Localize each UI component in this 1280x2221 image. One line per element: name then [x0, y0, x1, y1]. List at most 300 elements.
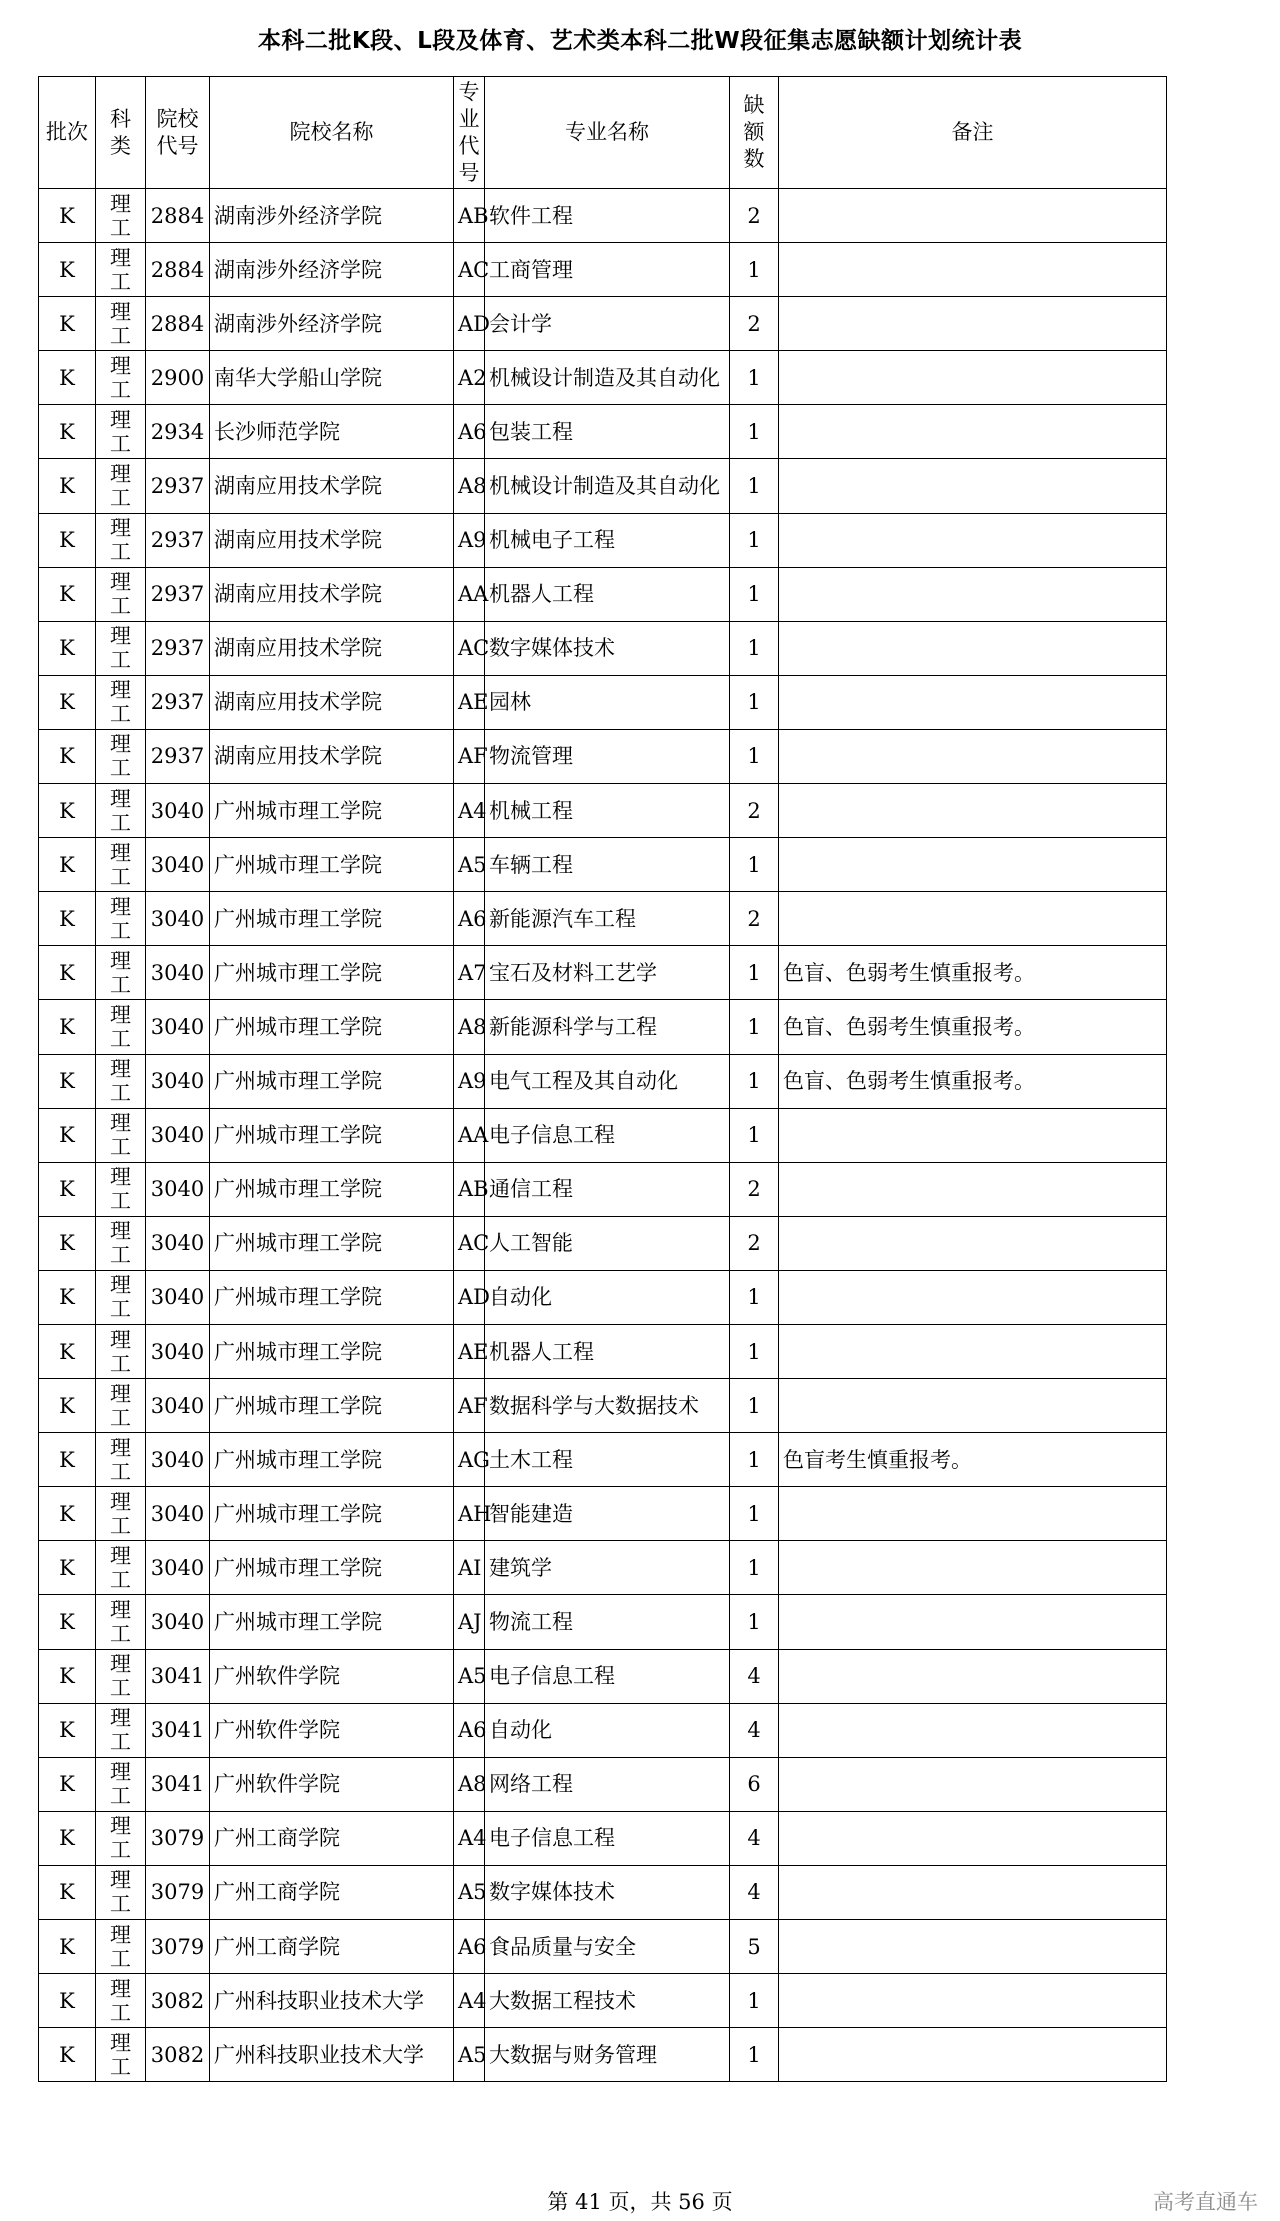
- cell-school-code: 3041: [146, 1649, 210, 1703]
- cell-school-code: 3040: [146, 946, 210, 1000]
- cell-school-name: 广州软件学院: [210, 1649, 454, 1703]
- cell-vacancy: 5: [730, 1920, 779, 1974]
- cell-remarks: [779, 243, 1167, 297]
- cell-school-code: 2884: [146, 243, 210, 297]
- cell-school-code: 3041: [146, 1757, 210, 1811]
- cell-major-code: AC: [454, 243, 485, 297]
- cell-major-code: AE: [454, 1324, 485, 1378]
- cell-school-name: 广州科技职业技术大学: [210, 2028, 454, 2082]
- cell-vacancy: 1: [730, 567, 779, 621]
- cell-category: 理工: [96, 892, 146, 946]
- table-row: [39, 2028, 1167, 2082]
- cell-batch: K: [39, 351, 96, 405]
- cell-vacancy: 1: [730, 351, 779, 405]
- cell-remarks: [779, 1541, 1167, 1595]
- table-row: [39, 729, 1167, 783]
- cell-batch: K: [39, 675, 96, 729]
- cell-major-code: AH: [454, 1487, 485, 1541]
- cell-vacancy: 4: [730, 1703, 779, 1757]
- cell-school-code: 3040: [146, 1324, 210, 1378]
- cell-major-code: A5: [454, 1865, 485, 1919]
- cell-category: 理工: [96, 1000, 146, 1054]
- cell-batch: K: [39, 621, 96, 675]
- cell-major-name: 电子信息工程: [485, 1108, 730, 1162]
- cell-vacancy: 4: [730, 1865, 779, 1919]
- cell-batch: K: [39, 1811, 96, 1865]
- cell-school-name: 长沙师范学院: [210, 405, 454, 459]
- cell-major-name: 物流管理: [485, 729, 730, 783]
- cell-school-name: 广州城市理工学院: [210, 1595, 454, 1649]
- cell-remarks: [779, 1379, 1167, 1433]
- cell-school-name: 湖南应用技术学院: [210, 513, 454, 567]
- page-number: 第 41 页，共 56 页: [547, 2190, 733, 2214]
- cell-remarks: [779, 567, 1167, 621]
- cell-school-code: 3040: [146, 1433, 210, 1487]
- cell-category: 理工: [96, 1108, 146, 1162]
- cell-batch: K: [39, 1974, 96, 2028]
- cell-major-code: AD: [454, 297, 485, 351]
- cell-vacancy: 1: [730, 2028, 779, 2082]
- cell-school-code: 3040: [146, 1054, 210, 1108]
- table-row: [39, 567, 1167, 621]
- table-body: [39, 189, 1167, 2082]
- cell-major-name: 新能源科学与工程: [485, 1000, 730, 1054]
- cell-school-name: 广州城市理工学院: [210, 1162, 454, 1216]
- cell-major-code: A5: [454, 1649, 485, 1703]
- cell-major-name: 宝石及材料工艺学: [485, 946, 730, 1000]
- cell-category: 理工: [96, 1649, 146, 1703]
- cell-major-name: 通信工程: [485, 1162, 730, 1216]
- cell-category: 理工: [96, 946, 146, 1000]
- cell-vacancy: 1: [730, 243, 779, 297]
- cell-batch: K: [39, 892, 96, 946]
- cell-school-code: 3040: [146, 1108, 210, 1162]
- cell-remarks: [779, 675, 1167, 729]
- document-title: 本科二批K段、L段及体育、艺术类本科二批W段征集志愿缺额计划统计表: [257, 28, 1023, 54]
- table-row: [39, 513, 1167, 567]
- cell-major-name: 包装工程: [485, 405, 730, 459]
- cell-major-name: 机械电子工程: [485, 513, 730, 567]
- cell-school-name: 湖南涉外经济学院: [210, 297, 454, 351]
- cell-batch: K: [39, 729, 96, 783]
- cell-school-code: 2937: [146, 621, 210, 675]
- cell-batch: K: [39, 459, 96, 513]
- cell-major-name: 机器人工程: [485, 567, 730, 621]
- table-header-row: [39, 77, 1167, 189]
- cell-remarks: 色盲、色弱考生慎重报考。: [779, 946, 1167, 1000]
- cell-category: 理工: [96, 1595, 146, 1649]
- cell-major-name: 智能建造: [485, 1487, 730, 1541]
- cell-remarks: [779, 621, 1167, 675]
- cell-vacancy: 6: [730, 1757, 779, 1811]
- cell-batch: K: [39, 1541, 96, 1595]
- header-remarks: 备注: [779, 77, 1167, 189]
- cell-major-name: 数字媒体技术: [485, 621, 730, 675]
- cell-major-code: A4: [454, 1974, 485, 2028]
- cell-remarks: [779, 1595, 1167, 1649]
- cell-school-code: 3082: [146, 1974, 210, 2028]
- cell-vacancy: 1: [730, 1974, 779, 2028]
- cell-batch: K: [39, 1324, 96, 1378]
- cell-vacancy: 1: [730, 729, 779, 783]
- cell-major-name: 自动化: [485, 1703, 730, 1757]
- cell-school-name: 广州科技职业技术大学: [210, 1974, 454, 2028]
- cell-major-code: A8: [454, 459, 485, 513]
- cell-major-name: 会计学: [485, 297, 730, 351]
- cell-major-code: AB: [454, 189, 485, 243]
- cell-school-code: 3040: [146, 1000, 210, 1054]
- cell-category: 理工: [96, 1865, 146, 1919]
- cell-school-name: 广州工商学院: [210, 1865, 454, 1919]
- cell-remarks: [779, 459, 1167, 513]
- cell-school-code: 2884: [146, 297, 210, 351]
- cell-school-name: 广州城市理工学院: [210, 784, 454, 838]
- cell-batch: K: [39, 1487, 96, 1541]
- cell-category: 理工: [96, 729, 146, 783]
- cell-major-name: 物流工程: [485, 1595, 730, 1649]
- cell-category: 理工: [96, 1216, 146, 1270]
- cell-batch: K: [39, 1054, 96, 1108]
- cell-batch: K: [39, 513, 96, 567]
- cell-batch: K: [39, 2028, 96, 2082]
- cell-category: 理工: [96, 1811, 146, 1865]
- cell-major-code: A9: [454, 1054, 485, 1108]
- cell-batch: K: [39, 243, 96, 297]
- table-row: [39, 1757, 1167, 1811]
- cell-remarks: [779, 1487, 1167, 1541]
- cell-vacancy: 4: [730, 1811, 779, 1865]
- cell-major-code: AF: [454, 1379, 485, 1433]
- cell-vacancy: 4: [730, 1649, 779, 1703]
- cell-remarks: [779, 1324, 1167, 1378]
- cell-school-name: 湖南应用技术学院: [210, 567, 454, 621]
- cell-school-name: 广州城市理工学院: [210, 1054, 454, 1108]
- cell-major-code: A4: [454, 1811, 485, 1865]
- cell-vacancy: 1: [730, 1595, 779, 1649]
- cell-batch: K: [39, 297, 96, 351]
- table-row: [39, 1379, 1167, 1433]
- cell-category: 理工: [96, 1270, 146, 1324]
- table-row: [39, 1324, 1167, 1378]
- cell-remarks: 色盲、色弱考生慎重报考。: [779, 1000, 1167, 1054]
- cell-remarks: [779, 729, 1167, 783]
- cell-major-code: A7: [454, 946, 485, 1000]
- cell-school-name: 广州城市理工学院: [210, 1487, 454, 1541]
- cell-category: 理工: [96, 1324, 146, 1378]
- cell-major-name: 土木工程: [485, 1433, 730, 1487]
- cell-major-name: 电子信息工程: [485, 1649, 730, 1703]
- cell-school-name: 广州软件学院: [210, 1703, 454, 1757]
- cell-batch: K: [39, 946, 96, 1000]
- table-row: [39, 189, 1167, 243]
- cell-remarks: [779, 2028, 1167, 2082]
- cell-school-name: 湖南应用技术学院: [210, 729, 454, 783]
- cell-major-code: AB: [454, 1162, 485, 1216]
- cell-school-name: 湖南应用技术学院: [210, 675, 454, 729]
- cell-remarks: [779, 1270, 1167, 1324]
- cell-school-name: 广州城市理工学院: [210, 838, 454, 892]
- cell-remarks: [779, 513, 1167, 567]
- cell-school-name: 广州城市理工学院: [210, 1000, 454, 1054]
- cell-batch: K: [39, 1595, 96, 1649]
- cell-category: 理工: [96, 1379, 146, 1433]
- cell-vacancy: 1: [730, 1000, 779, 1054]
- table-row: [39, 1270, 1167, 1324]
- cell-remarks: [779, 1920, 1167, 1974]
- cell-school-code: 3040: [146, 1216, 210, 1270]
- cell-school-code: 2900: [146, 351, 210, 405]
- table-row: [39, 784, 1167, 838]
- cell-school-code: 3040: [146, 1270, 210, 1324]
- cell-major-code: AA: [454, 1108, 485, 1162]
- cell-remarks: [779, 1757, 1167, 1811]
- cell-major-name: 机械工程: [485, 784, 730, 838]
- cell-major-name: 园林: [485, 675, 730, 729]
- cell-batch: K: [39, 1649, 96, 1703]
- cell-batch: K: [39, 1433, 96, 1487]
- cell-major-name: 机械设计制造及其自动化: [485, 459, 730, 513]
- cell-school-name: 广州城市理工学院: [210, 1270, 454, 1324]
- header-school-name: 院校名称: [210, 77, 454, 189]
- table-row: [39, 459, 1167, 513]
- cell-category: 理工: [96, 243, 146, 297]
- cell-school-code: 2937: [146, 729, 210, 783]
- cell-remarks: 色盲、色弱考生慎重报考。: [779, 1054, 1167, 1108]
- header-batch: 批次: [39, 77, 96, 189]
- cell-batch: K: [39, 1162, 96, 1216]
- cell-vacancy: 1: [730, 621, 779, 675]
- watermark: 高考直通车: [1153, 2190, 1258, 2214]
- cell-major-name: 新能源汽车工程: [485, 892, 730, 946]
- cell-vacancy: 1: [730, 675, 779, 729]
- cell-batch: K: [39, 405, 96, 459]
- cell-major-name: 建筑学: [485, 1541, 730, 1595]
- cell-remarks: [779, 1865, 1167, 1919]
- cell-major-code: A6: [454, 1703, 485, 1757]
- cell-school-code: 2934: [146, 405, 210, 459]
- cell-major-code: AJ: [454, 1595, 485, 1649]
- cell-major-name: 电气工程及其自动化: [485, 1054, 730, 1108]
- table-row: [39, 675, 1167, 729]
- cell-major-name: 人工智能: [485, 1216, 730, 1270]
- table-row: [39, 243, 1167, 297]
- table-row: [39, 1433, 1167, 1487]
- cell-major-name: 网络工程: [485, 1757, 730, 1811]
- table-row: [39, 1054, 1167, 1108]
- cell-school-name: 广州城市理工学院: [210, 1541, 454, 1595]
- cell-remarks: [779, 1108, 1167, 1162]
- vacancy-table: [38, 76, 1167, 2082]
- table-row: [39, 838, 1167, 892]
- table-row: [39, 1920, 1167, 1974]
- cell-category: 理工: [96, 2028, 146, 2082]
- cell-school-name: 广州城市理工学院: [210, 1379, 454, 1433]
- cell-major-code: A8: [454, 1757, 485, 1811]
- cell-remarks: [779, 1162, 1167, 1216]
- cell-major-code: A5: [454, 2028, 485, 2082]
- table-row: [39, 405, 1167, 459]
- cell-major-name: 自动化: [485, 1270, 730, 1324]
- cell-vacancy: 2: [730, 297, 779, 351]
- cell-major-code: A2: [454, 351, 485, 405]
- cell-major-code: AD: [454, 1270, 485, 1324]
- cell-school-name: 广州城市理工学院: [210, 1433, 454, 1487]
- cell-category: 理工: [96, 405, 146, 459]
- cell-major-name: 大数据与财务管理: [485, 2028, 730, 2082]
- header-major-name: 专业名称: [485, 77, 730, 189]
- table-row: [39, 1811, 1167, 1865]
- cell-category: 理工: [96, 1920, 146, 1974]
- cell-batch: K: [39, 1757, 96, 1811]
- cell-remarks: [779, 189, 1167, 243]
- cell-major-code: AE: [454, 675, 485, 729]
- cell-vacancy: 2: [730, 1162, 779, 1216]
- cell-school-code: 2937: [146, 459, 210, 513]
- cell-major-code: A4: [454, 784, 485, 838]
- cell-category: 理工: [96, 1757, 146, 1811]
- cell-school-code: 2937: [146, 567, 210, 621]
- cell-school-code: 3041: [146, 1703, 210, 1757]
- cell-remarks: [779, 297, 1167, 351]
- cell-school-name: 广州城市理工学院: [210, 946, 454, 1000]
- cell-school-name: 湖南应用技术学院: [210, 621, 454, 675]
- cell-major-code: A9: [454, 513, 485, 567]
- cell-category: 理工: [96, 1703, 146, 1757]
- table-row: [39, 1703, 1167, 1757]
- cell-school-code: 3040: [146, 838, 210, 892]
- cell-category: 理工: [96, 297, 146, 351]
- cell-school-name: 南华大学船山学院: [210, 351, 454, 405]
- cell-batch: K: [39, 1270, 96, 1324]
- cell-major-name: 电子信息工程: [485, 1811, 730, 1865]
- table-row: [39, 351, 1167, 405]
- cell-major-name: 食品质量与安全: [485, 1920, 730, 1974]
- cell-vacancy: 2: [730, 189, 779, 243]
- cell-major-code: AF: [454, 729, 485, 783]
- cell-school-code: 3040: [146, 892, 210, 946]
- cell-vacancy: 1: [730, 1324, 779, 1378]
- cell-school-name: 广州城市理工学院: [210, 1216, 454, 1270]
- cell-major-name: 机械设计制造及其自动化: [485, 351, 730, 405]
- cell-category: 理工: [96, 1433, 146, 1487]
- cell-vacancy: 1: [730, 1433, 779, 1487]
- cell-remarks: [779, 1703, 1167, 1757]
- cell-batch: K: [39, 838, 96, 892]
- table-row: [39, 1649, 1167, 1703]
- cell-school-name: 广州城市理工学院: [210, 1108, 454, 1162]
- cell-remarks: [779, 1811, 1167, 1865]
- cell-major-name: 数字媒体技术: [485, 1865, 730, 1919]
- header-vacancy: 缺额数: [730, 77, 779, 189]
- cell-school-name: 广州城市理工学院: [210, 1324, 454, 1378]
- cell-batch: K: [39, 1703, 96, 1757]
- cell-remarks: [779, 784, 1167, 838]
- cell-remarks: [779, 1974, 1167, 2028]
- cell-school-code: 3040: [146, 1162, 210, 1216]
- cell-school-name: 湖南涉外经济学院: [210, 243, 454, 297]
- cell-vacancy: 2: [730, 784, 779, 838]
- table-row: [39, 1541, 1167, 1595]
- table-row: [39, 1487, 1167, 1541]
- cell-school-name: 广州软件学院: [210, 1757, 454, 1811]
- cell-major-code: A6: [454, 405, 485, 459]
- cell-major-code: A8: [454, 1000, 485, 1054]
- cell-category: 理工: [96, 675, 146, 729]
- cell-category: 理工: [96, 351, 146, 405]
- cell-school-name: 广州城市理工学院: [210, 892, 454, 946]
- cell-batch: K: [39, 189, 96, 243]
- cell-batch: K: [39, 1920, 96, 1974]
- cell-major-name: 机器人工程: [485, 1324, 730, 1378]
- cell-vacancy: 1: [730, 459, 779, 513]
- cell-batch: K: [39, 1108, 96, 1162]
- cell-major-code: AC: [454, 1216, 485, 1270]
- cell-batch: K: [39, 1379, 96, 1433]
- cell-vacancy: 1: [730, 405, 779, 459]
- cell-batch: K: [39, 1865, 96, 1919]
- cell-vacancy: 1: [730, 1487, 779, 1541]
- cell-major-code: AG: [454, 1433, 485, 1487]
- cell-major-code: A6: [454, 892, 485, 946]
- cell-category: 理工: [96, 189, 146, 243]
- cell-category: 理工: [96, 1054, 146, 1108]
- cell-batch: K: [39, 1216, 96, 1270]
- cell-category: 理工: [96, 567, 146, 621]
- cell-school-code: 2937: [146, 675, 210, 729]
- cell-school-code: 3040: [146, 1595, 210, 1649]
- header-school-code: 院校代号: [146, 77, 210, 189]
- cell-major-name: 工商管理: [485, 243, 730, 297]
- table-row: [39, 1000, 1167, 1054]
- table-row: [39, 1216, 1167, 1270]
- cell-batch: K: [39, 567, 96, 621]
- table-row: [39, 1108, 1167, 1162]
- cell-remarks: [779, 351, 1167, 405]
- table-row: [39, 892, 1167, 946]
- cell-vacancy: 1: [730, 1108, 779, 1162]
- cell-major-code: A5: [454, 838, 485, 892]
- cell-remarks: [779, 892, 1167, 946]
- cell-remarks: [779, 1216, 1167, 1270]
- cell-remarks: 色盲考生慎重报考。: [779, 1433, 1167, 1487]
- cell-major-name: 大数据工程技术: [485, 1974, 730, 2028]
- cell-category: 理工: [96, 1541, 146, 1595]
- cell-major-code: AI: [454, 1541, 485, 1595]
- cell-school-code: 2937: [146, 513, 210, 567]
- cell-school-name: 广州工商学院: [210, 1811, 454, 1865]
- cell-school-code: 3079: [146, 1920, 210, 1974]
- cell-school-name: 湖南应用技术学院: [210, 459, 454, 513]
- cell-batch: K: [39, 1000, 96, 1054]
- table-row: [39, 946, 1167, 1000]
- cell-school-code: 3040: [146, 1379, 210, 1433]
- cell-vacancy: 2: [730, 892, 779, 946]
- table-row: [39, 1595, 1167, 1649]
- cell-school-name: 湖南涉外经济学院: [210, 189, 454, 243]
- cell-school-code: 3040: [146, 784, 210, 838]
- cell-category: 理工: [96, 513, 146, 567]
- cell-category: 理工: [96, 784, 146, 838]
- cell-remarks: [779, 838, 1167, 892]
- cell-school-code: 3082: [146, 2028, 210, 2082]
- cell-category: 理工: [96, 459, 146, 513]
- table-row: [39, 621, 1167, 675]
- cell-category: 理工: [96, 1974, 146, 2028]
- cell-major-code: A6: [454, 1920, 485, 1974]
- cell-school-code: 3079: [146, 1865, 210, 1919]
- cell-category: 理工: [96, 1487, 146, 1541]
- cell-category: 理工: [96, 1162, 146, 1216]
